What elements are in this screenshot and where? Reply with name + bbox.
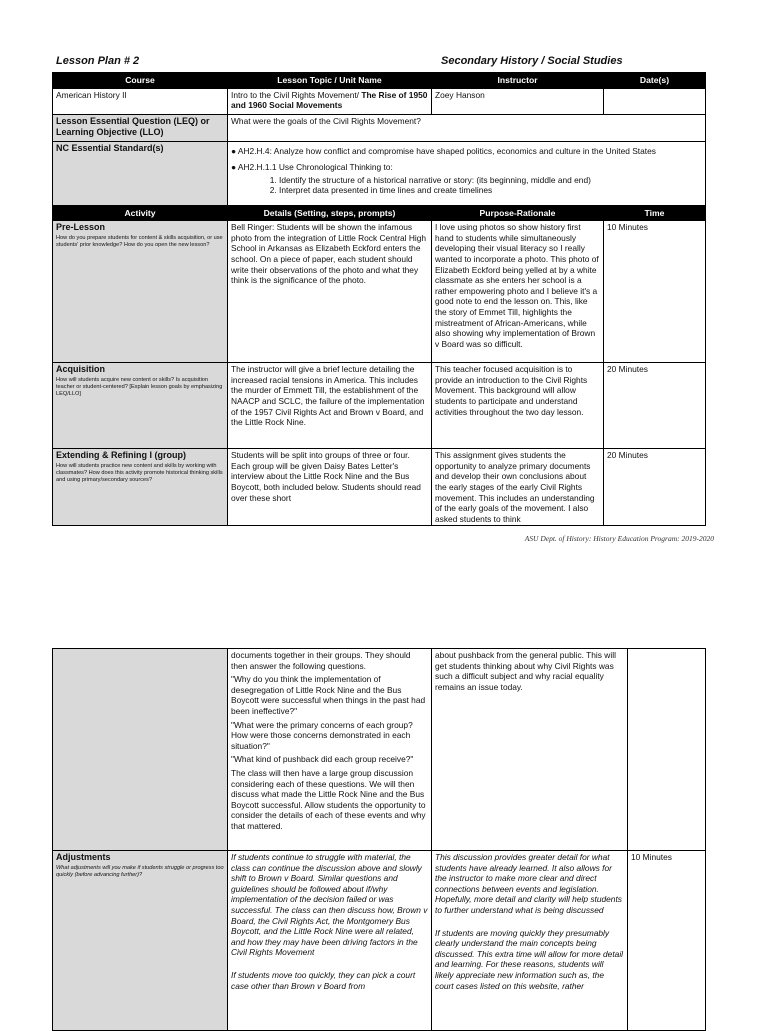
time-cell	[628, 649, 706, 851]
lesson-plan-number: Lesson Plan # 2	[56, 55, 140, 67]
page-gap	[0, 560, 768, 630]
lesson-plan-table	[52, 72, 706, 526]
details-cell: Bell Ringer: Students will be shown the infamous photo from the integration of Little Rock Central High School in Arkansas as Elizabeth Eckford enters the school. On a piece of paper, each student should write their observations of the photo and what they think is the significance of the photo.	[228, 221, 432, 363]
details-paragraph: If students continue to struggle with material, the class can continue the discussion above and slowly shift to Brown v Board. Similar questions and guidelines should be followed about if/why implementation of the decision failed or was successful. The class can then discuss how, Brown v Board, the Civil Rights Act, the Montgomery Bus Boycott, and the Little Rock Nine were all related, and how they may have been driving factors in the Civil Rights Movement	[231, 852, 428, 958]
details-cell	[228, 851, 432, 1031]
time-cell: 20 Minutes	[604, 363, 706, 449]
time-cell: 10 Minutes	[604, 221, 706, 363]
details-paragraph: The class will then have a large group discussion considering each of these questions. We will then discuss what made the Little Rock Nine and the Bus Boycott successful. Allow students the opportunity to consider the details of each of these events and why that mattered.	[231, 767, 426, 831]
table-row	[53, 449, 706, 526]
column-header-topic: Lesson Topic / Unit Name	[228, 73, 432, 89]
nc-standard-item: 2. Interpret data presented in time lines and create timelines	[279, 185, 702, 196]
details-paragraph: documents together in their groups. They should then answer the following questions.	[231, 650, 411, 671]
details-cell	[228, 649, 432, 851]
page-footer: ASU Dept. of History: History Education Program: 2019-2020	[524, 534, 714, 543]
table-row	[53, 363, 706, 449]
details-question: "Why do you think the implementation of desegregation of Little Rock Nine and the Bus Boycott were successful when things in the past had been ineffective?"	[231, 674, 426, 716]
activity-extending-refining	[53, 449, 228, 526]
topic-bold: The Rise of 1950 and 1960 Social Movements	[231, 89, 428, 111]
date-value	[604, 88, 706, 114]
activity-adjustments	[53, 851, 228, 1031]
column-header-instructor: Instructor	[432, 73, 604, 89]
purpose-cell	[432, 851, 628, 1031]
course-value: American History II	[53, 88, 228, 114]
details-question: "What kind of pushback did each group receive?"	[231, 754, 414, 765]
nc-standard-item: 1. Identify the structure of a historical narrative or story: (its beginning, middle and end)	[279, 175, 702, 186]
details-cell: Students will be split into groups of three or four. Each group will be given Daisy Bates Letter's interview about the Little Rock Nine and the Bus Boycott, both included below. Students should read over these short	[228, 449, 432, 526]
column-header-dates: Date(s)	[604, 73, 706, 89]
details-paragraph: If students move too quickly, they can pick a court case other than Brown v Board from	[231, 969, 416, 991]
time-cell: 20 Minutes	[604, 449, 706, 526]
activity-title: Extending & Refining I (group)	[56, 450, 186, 461]
activity-prompt: How do you prepare students for content & skills acquisition, or use students' prior knowledge? How do you open the new lesson?	[56, 235, 223, 249]
column-header-course: Course	[53, 73, 228, 89]
lesson-plan-table-continued	[52, 648, 706, 1031]
activity-title: Acquisition	[56, 364, 105, 375]
purpose-paragraph: This discussion provides greater detail for what students have already learned. It also allows for the instructor to make more clear and direct connections between events and legislation. Hopefully, more detail and clarity will help students to further understand what is being discussed	[435, 852, 622, 915]
activity-title: Pre-Lesson	[56, 222, 106, 233]
activity-prompt: What adjustments will you make if students struggle or progress too quickly (before advancing further)?	[56, 865, 224, 878]
activity-prompt: How will students practice new content and skills by working with classmates? How does this activity promote historical thinking skills and using primary/secondary sources?	[56, 463, 223, 484]
purpose-paragraph: If students are moving quickly they presumably clearly understand the main concepts being discussed. This extra time will allow for more detail and learning. For these reasons, students will likely appreciate new information such as, the court cases listed on this website, rather	[435, 927, 624, 991]
activity-title: Adjustments	[56, 852, 111, 862]
leq-label: Lesson Essential Question (LEQ) or Learning Objective (LLO)	[53, 114, 228, 141]
column-header-details: Details (Setting, steps, prompts)	[228, 205, 432, 221]
instructor-value: Zoey Hanson	[432, 88, 604, 114]
column-header-activity: Activity	[53, 205, 228, 221]
nc-standard-value	[228, 141, 706, 205]
table-row	[53, 649, 706, 851]
column-header-time: Time	[604, 205, 706, 221]
subject-heading: Secondary History / Social Studies	[441, 55, 623, 67]
nc-standard-list	[231, 175, 702, 196]
leq-value: What were the goals of the Civil Rights Movement?	[228, 114, 706, 141]
activity-acquisition	[53, 363, 228, 449]
nc-standard-1: ● AH2.H.4: Analyze how conflict and compromise have shaped politics, economics and culture in the United States	[231, 145, 656, 156]
details-question: "What were the primary concerns of each group? How were those concerns demonstrated in each situation?"	[231, 719, 413, 751]
purpose-cell: This teacher focused acquisition is to provide an introduction to the Civil Rights Movement. This background will allow students to participate and understand activities throughout the two day lesson.	[432, 363, 604, 449]
table-row	[53, 851, 706, 1031]
time-cell: 10 Minutes	[628, 851, 706, 1031]
activity-continued	[53, 649, 228, 851]
document-page-2	[0, 630, 768, 1024]
details-cell: The instructor will give a brief lecture detailing the increased racial tensions in America. This includes the murder of Emmett Till, the establishment of the NAACP and SCLC, the failure of the implementation of the 1957 Civil Rights Act and Brown v Board, and the Little Rock Nine.	[228, 363, 432, 449]
column-header-purpose: Purpose-Rationale	[432, 205, 604, 221]
topic-plain: Intro to the Civil Rights Movement/	[231, 89, 362, 100]
nc-standard-label: NC Essential Standard(s)	[53, 141, 228, 205]
table-row	[53, 221, 706, 363]
purpose-cell: I love using photos so show history first hand to students while simultaneously developing their visual literacy so I really wanted to incorporate a photo. This photo of Elizabeth Eckford being yelled at by a white classmate as she enters her school is a rather empowering photo and I believe it's a good note to end the lesson on. This, like the story of Emmet Till, highlights the mistreatment of African-Americans, while also showing why implementation of Brown v Board was so difficult.	[432, 221, 604, 363]
activity-pre-lesson	[53, 221, 228, 363]
purpose-cell: about pushback from the general public. This will get students thinking about why Civil Rights was such a difficult subject and why racial equality remains an issue today.	[432, 649, 628, 851]
purpose-cell: This assignment gives students the opportunity to analyze primary documents and develop their own conclusions about the early stages of the early Civil Rights movement. This includes an understanding of the early goals of the movement. I also asked students to think	[432, 449, 604, 526]
activity-prompt: How will students acquire new content or skills? Is acquisition teacher or student-centered? [Explain lesson goals by emphasizing LEQ/LLO]	[56, 377, 223, 398]
topic-value	[228, 88, 432, 114]
nc-standard-2: ● AH2.H.1.1 Use Chronological Thinking to:	[231, 162, 393, 173]
